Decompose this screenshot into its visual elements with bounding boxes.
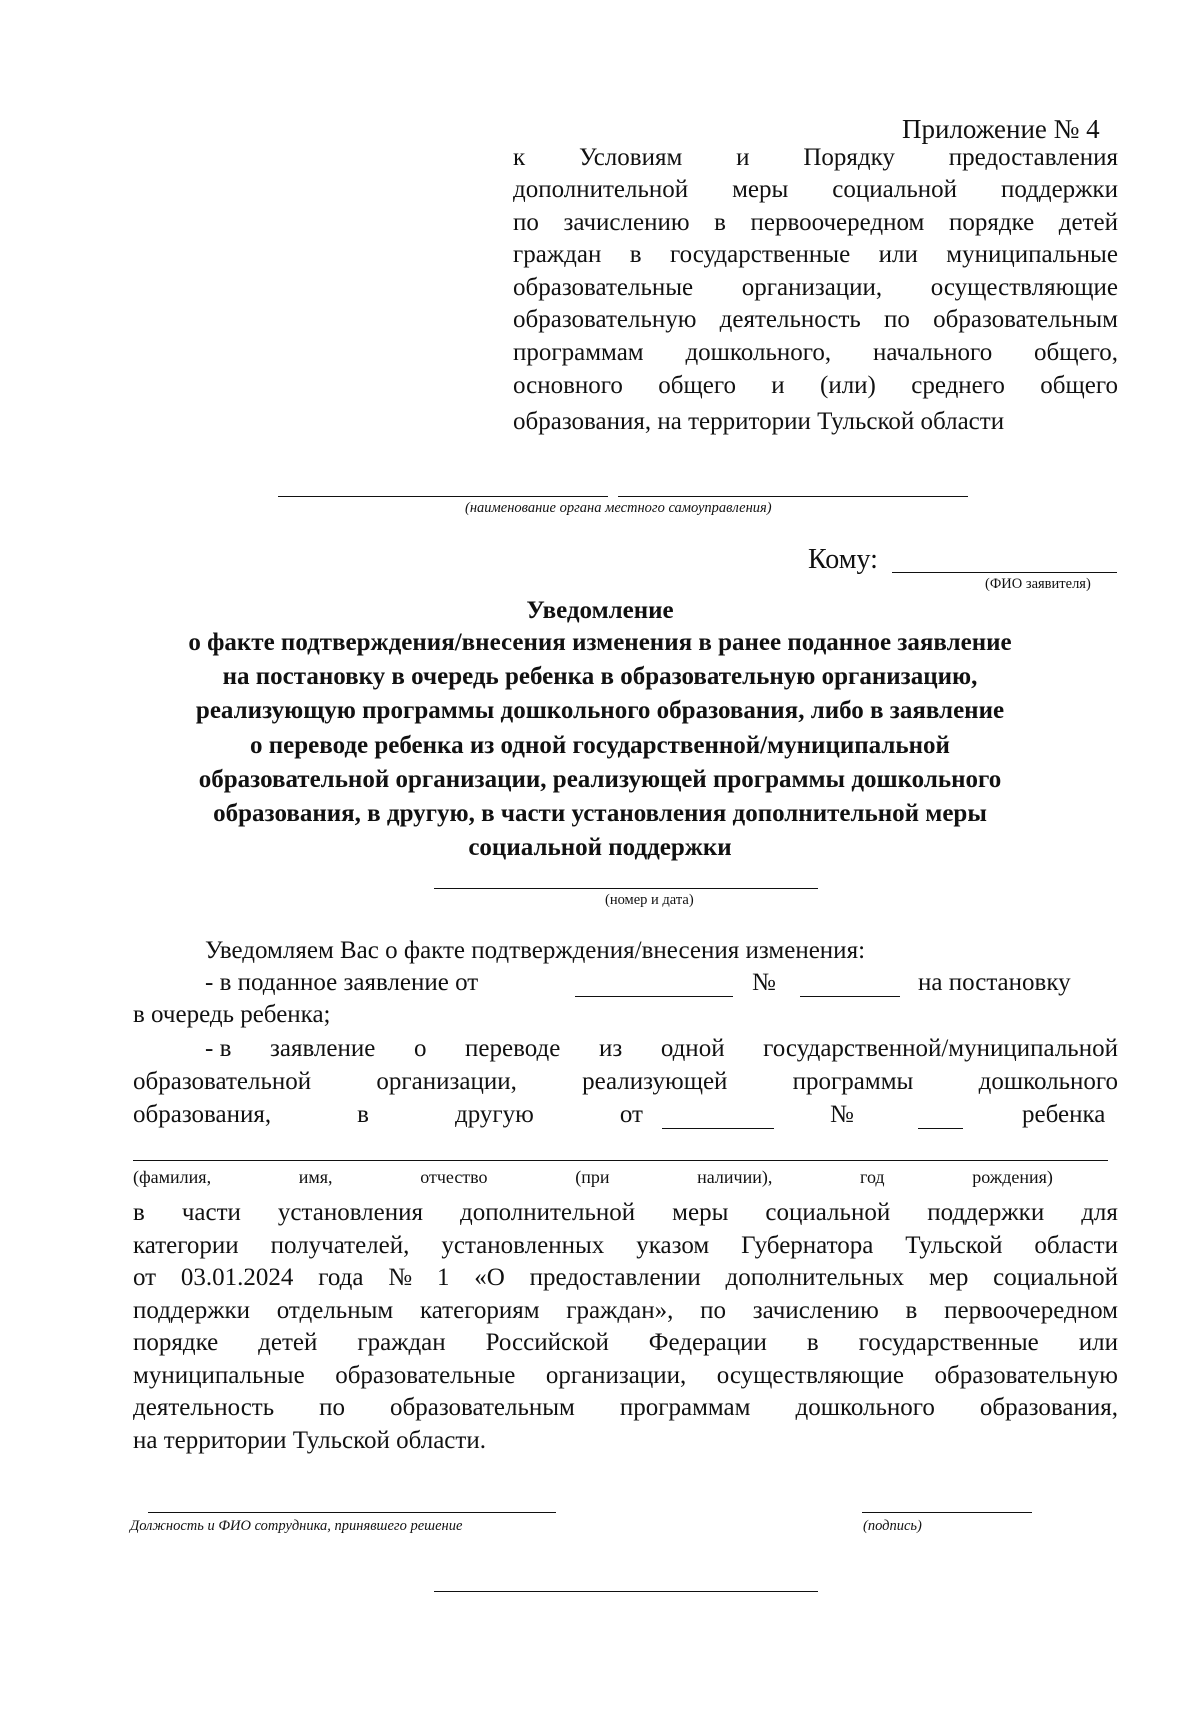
item1-number-sign: №	[752, 969, 776, 996]
body-word: №	[388, 1264, 413, 1291]
body-word: части	[181, 1199, 241, 1226]
appendix-word: по	[884, 306, 910, 333]
body-word: «О	[474, 1264, 505, 1291]
body-word: установленных	[441, 1232, 605, 1259]
caption-word: отчество	[420, 1167, 488, 1187]
number-date-line	[434, 888, 818, 889]
body-word: Российской	[485, 1329, 609, 1356]
body-line	[133, 1394, 1118, 1422]
recipient-line	[892, 572, 1117, 573]
appendix-word: государственные	[669, 241, 851, 268]
appendix-word: меры	[732, 176, 789, 203]
appendix-line	[513, 144, 1118, 172]
item2-word: дошкольного	[978, 1068, 1118, 1095]
appendix-word: зачислению	[563, 209, 690, 236]
item1-continuation: в очередь ребенка;	[133, 1001, 331, 1028]
item2-word: образовательной	[133, 1068, 312, 1095]
caption-word: наличии),	[697, 1167, 773, 1187]
appendix-word: осуществляющие	[930, 274, 1118, 301]
body-word: установления	[277, 1199, 423, 1226]
bottom-line	[434, 1591, 818, 1592]
body-word: муниципальные	[133, 1362, 305, 1389]
body-word: первоочередном	[944, 1297, 1118, 1324]
body-word: граждан»,	[566, 1297, 674, 1324]
child-caption	[133, 1167, 1053, 1188]
body-word: образовательные	[335, 1362, 516, 1389]
appendix-word: дополнительной	[513, 176, 689, 203]
appendix-line	[513, 339, 1118, 367]
appendix-word: детей	[1058, 209, 1118, 236]
appendix-word: граждан	[513, 241, 602, 268]
body-word: осуществляющие	[716, 1362, 905, 1389]
appendix-line	[513, 274, 1118, 302]
item2-word: заявление	[269, 1035, 376, 1062]
appendix-word: по	[513, 209, 539, 236]
appendix-word: образовательные	[513, 274, 694, 301]
item2-date-blank	[662, 1128, 774, 1129]
authority-line-right	[618, 496, 968, 497]
signature-caption: (подпись)	[863, 1518, 922, 1534]
body-word: дополнительных	[725, 1264, 905, 1291]
notice-title-line: о переводе ребенка из одной государственной/муниципальной	[250, 732, 950, 759]
caption-word: (при	[575, 1167, 610, 1187]
body-word: дошкольного	[795, 1394, 935, 1421]
item1-text-end: на постановку	[918, 969, 1071, 996]
appendix-word: дошкольного,	[685, 339, 832, 366]
appendix-word: муниципальные	[946, 241, 1118, 268]
child-name-line	[133, 1160, 1108, 1161]
body-line	[133, 1199, 1118, 1227]
body-word: граждан	[357, 1329, 446, 1356]
appendix-word: общего,	[1034, 339, 1118, 366]
appendix-word: первоочередном	[750, 209, 925, 236]
item2-word: из	[598, 1035, 623, 1062]
item2-child: ребенка	[1022, 1101, 1106, 1128]
appendix-word: общего	[1040, 372, 1118, 399]
position-line	[148, 1512, 556, 1513]
body-word: зачислению	[752, 1297, 879, 1324]
body-word: или	[1078, 1329, 1118, 1356]
appendix-word: Условиям	[579, 144, 683, 171]
body-word: порядке	[133, 1329, 219, 1356]
body-word: в	[806, 1329, 819, 1356]
appendix-word: социальной	[832, 176, 958, 203]
appendix-word: среднего	[911, 372, 1005, 399]
appendix-word: основного	[513, 372, 623, 399]
body-word: меры	[672, 1199, 729, 1226]
body-word: детей	[258, 1329, 318, 1356]
appendix-word: деятельность	[719, 306, 861, 333]
appendix-word: к	[513, 144, 526, 171]
body-line	[133, 1232, 1118, 1260]
body-word: в	[133, 1199, 145, 1226]
item2-number-blank	[918, 1128, 963, 1129]
appendix-word: начального	[872, 339, 993, 366]
body-line	[133, 1297, 1118, 1325]
item2-line3: образования, в другую от	[133, 1101, 643, 1128]
body-word: отдельным	[276, 1297, 394, 1324]
body-word: 03.01.2024	[180, 1264, 294, 1291]
appendix-word: (или)	[820, 372, 876, 399]
body-word: поддержки	[927, 1199, 1045, 1226]
item2-word: государственной/муниципальной	[763, 1035, 1118, 1062]
item2-word: организации,	[376, 1068, 517, 1095]
caption-word: (фамилия,	[133, 1167, 212, 1187]
body-word: от	[133, 1264, 157, 1291]
body-last-line: на территории Тульской области.	[133, 1427, 486, 1454]
body-word: социальной	[765, 1199, 891, 1226]
body-word: программам	[619, 1394, 751, 1421]
item2-line2	[133, 1068, 1118, 1096]
body-word: образовательным	[390, 1394, 575, 1421]
recipient-caption: (ФИО заявителя)	[985, 576, 1091, 592]
appendix-word: и	[771, 372, 785, 399]
body-word: указом	[636, 1232, 710, 1259]
appendix-word: или	[878, 241, 918, 268]
body-line	[133, 1329, 1118, 1357]
appendix-word: порядке	[948, 209, 1035, 236]
item2-word: о	[413, 1035, 427, 1062]
appendix-line	[513, 241, 1118, 269]
item2-word: одной	[660, 1035, 725, 1062]
appendix-word: общего	[658, 372, 736, 399]
notice-heading: Уведомление	[526, 597, 674, 624]
signature-line	[862, 1512, 1032, 1513]
appendix-title: Приложение № 4	[902, 114, 1100, 144]
item2-word: реализующей	[582, 1068, 728, 1095]
caption-word: имя,	[298, 1167, 333, 1187]
body-word: года	[318, 1264, 364, 1291]
authority-line-left	[278, 496, 608, 497]
body-word: предоставлении	[529, 1264, 701, 1291]
appendix-word: в	[714, 209, 726, 236]
appendix-word: Порядку	[803, 144, 895, 171]
body-word: по	[700, 1297, 727, 1324]
appendix-line	[513, 176, 1118, 204]
notice-title-line: реализующую программы дошкольного образования, либо в заявление	[195, 697, 1005, 724]
body-line	[133, 1264, 1118, 1292]
notice-title-line: образования, в другую, в части установления дополнительной меры	[213, 800, 987, 827]
body-word: в	[905, 1297, 918, 1324]
authority-caption: (наименование органа местного самоуправления)	[465, 500, 772, 516]
body-line	[133, 1362, 1118, 1390]
notice-title-line: о факте подтверждения/внесения изменения в ранее поданное заявление	[188, 629, 1012, 656]
item2-word: - в	[205, 1035, 232, 1062]
body-word: получателей,	[270, 1232, 410, 1259]
body-intro: Уведомляем Вас о факте подтверждения/внесения изменения:	[205, 937, 866, 964]
item2-word: переводе	[465, 1035, 561, 1062]
appendix-line	[513, 372, 1118, 400]
notice-title-line: социальной поддержки	[468, 834, 732, 861]
recipient-label: Кому:	[808, 544, 878, 575]
body-word: для	[1081, 1199, 1118, 1226]
item2-word: программы	[792, 1068, 914, 1095]
body-word: образовательную	[934, 1362, 1118, 1389]
body-word: поддержки	[133, 1297, 250, 1324]
body-word: мер	[928, 1264, 969, 1291]
appendix-line	[513, 209, 1118, 237]
appendix-word: поддержки	[1000, 176, 1118, 203]
body-word: категориям	[419, 1297, 540, 1324]
body-word: Тульской	[905, 1232, 1003, 1259]
body-word: дополнительной	[460, 1199, 636, 1226]
appendix-line	[513, 306, 1118, 334]
number-date-caption: (номер и дата)	[605, 892, 694, 908]
body-word: государственные	[858, 1329, 1039, 1356]
body-word: деятельность	[133, 1394, 275, 1421]
appendix-last-line: образования, на территории Тульской области	[513, 408, 1005, 435]
notice-title-line: на постановку в очередь ребенка в образовательную организацию,	[222, 663, 978, 690]
body-word: образования,	[979, 1394, 1118, 1421]
appendix-word: образовательным	[933, 306, 1118, 333]
body-word: Губернатора	[741, 1232, 874, 1259]
item1-date-blank	[575, 996, 733, 997]
caption-word: рождения)	[972, 1167, 1053, 1187]
item1-text: - в поданное заявление от	[205, 969, 479, 996]
body-word: категории	[133, 1232, 239, 1259]
position-caption: Должность и ФИО сотрудника, принявшего решение	[130, 1518, 463, 1534]
caption-word: год	[860, 1167, 885, 1187]
body-word: области	[1034, 1232, 1118, 1259]
item2-line1	[205, 1035, 1118, 1063]
appendix-word: в	[629, 241, 642, 268]
body-word: по	[319, 1394, 346, 1421]
appendix-word: организации,	[741, 274, 883, 301]
notice-title-line: образовательной организации, реализующей программы дошкольного	[198, 766, 1002, 793]
appendix-word: образовательную	[513, 306, 697, 333]
body-word: социальной	[993, 1264, 1118, 1291]
appendix-word: программам	[513, 339, 644, 366]
item1-number-blank	[800, 996, 900, 997]
appendix-word: предоставления	[948, 144, 1118, 171]
appendix-word: и	[736, 144, 750, 171]
body-word: Федерации	[648, 1329, 767, 1356]
item2-number-sign: №	[830, 1101, 854, 1128]
body-word: организации,	[545, 1362, 687, 1389]
body-word: 1	[436, 1264, 450, 1291]
